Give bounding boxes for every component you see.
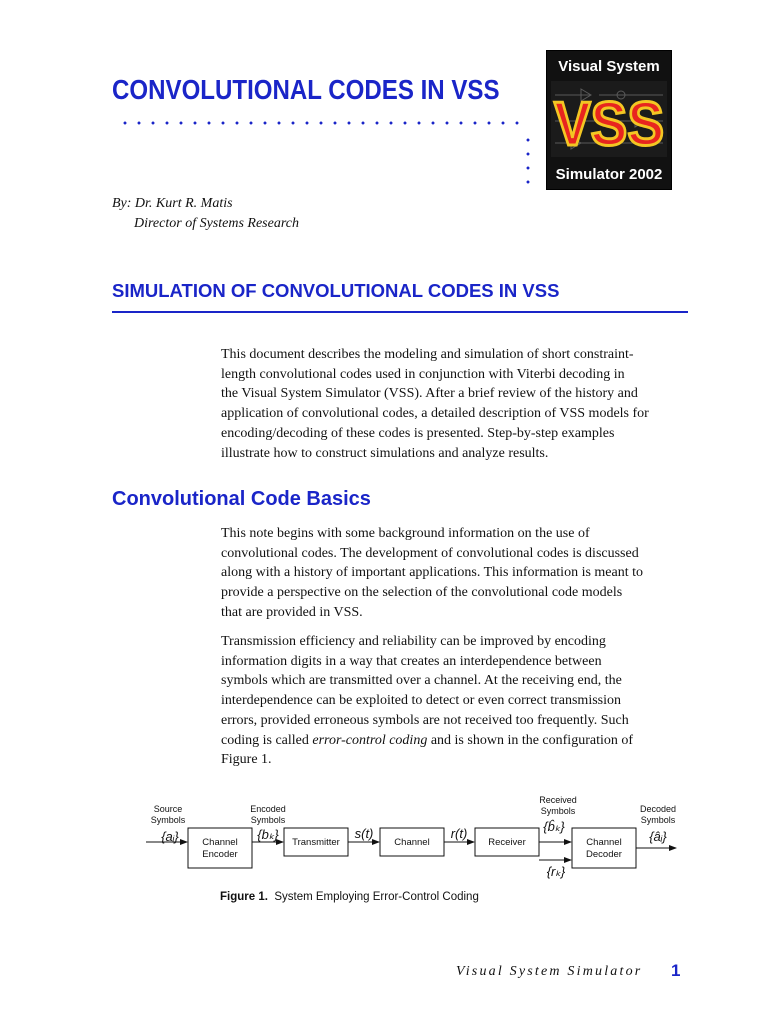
author-title: Director of Systems Research (134, 216, 299, 231)
text-line: application of convolutional codes, a detailed description of VSS models for (221, 406, 649, 422)
decoded-label: Symbols (640, 815, 676, 825)
logo-line-bottom: Simulator 2002 (555, 166, 663, 183)
signal-label: {aᵢ} (161, 829, 179, 844)
intro-paragraph (221, 345, 691, 463)
text-line: information digits in a way that creates an interdependence between (221, 653, 602, 669)
text-line: that are provided in VSS. (221, 604, 363, 620)
text-line: Figure 1. (221, 752, 272, 768)
basics-paragraph-1 (221, 524, 691, 623)
dotted-divider-vertical (526, 133, 530, 189)
block-label: Channel (394, 837, 430, 848)
signal-label: {b̂ₖ} (543, 819, 565, 834)
text-line: along with a history of important applications. This information is meant to (221, 565, 644, 581)
received-label: Symbols (540, 806, 576, 816)
text-line: illustrate how to construct simulations and analyze results. (221, 445, 549, 461)
author-name: By: Dr. Kurt R. Matis (112, 196, 233, 211)
block-label: Decoder (586, 849, 622, 860)
document-title: CONVOLUTIONAL CODES IN VSS (112, 74, 500, 105)
text-line: errors, provided erroneous symbols are not received too frequently. Such (221, 712, 629, 728)
text-line: This document describes the modeling and simulation of short constraint- (221, 347, 634, 362)
emphasized-term: error-control coding (312, 732, 428, 748)
block-label: Receiver (488, 837, 526, 848)
source-label: Source (153, 804, 183, 814)
signal-label: {rₖ} (546, 864, 566, 879)
text-line: coding is called (221, 732, 313, 748)
basics-paragraph-2 (221, 632, 691, 770)
signal-label: s(t) (354, 826, 374, 841)
block-diagram (140, 788, 700, 888)
text-line: symbols which are transmitted over a channel. At the receiving end, the (221, 673, 622, 689)
text-line: the Visual System Simulator (VSS). After a brief review of the history and (221, 386, 638, 402)
received-label: Received (539, 795, 577, 805)
signal-label: r(t) (450, 826, 468, 841)
encoded-label: Encoded (250, 804, 286, 814)
page-number: 1 (671, 961, 681, 980)
signal-label: {âᵢ} (649, 829, 667, 844)
text-line: provide a perspective on the selection of the convolutional code models (221, 585, 623, 601)
block-label: Channel (586, 837, 622, 848)
section-rule (112, 311, 688, 313)
figure-caption (220, 891, 479, 903)
decoded-label: Decoded (639, 804, 677, 814)
text-line: convolutional codes. The development of convolutional codes is discussed (221, 545, 639, 561)
signal-label: {bₖ} (257, 827, 279, 842)
caption-label: Figure 1. (220, 891, 268, 903)
block-label: Channel (202, 837, 238, 848)
vss-logo (546, 50, 672, 190)
text-line: and is shown in the configuration of (427, 732, 634, 748)
subsection-title: Convolutional Code Basics (112, 488, 371, 510)
channel-decoder-block (572, 828, 636, 868)
logo-mark: VSS (554, 90, 664, 157)
encoded-label: Symbols (250, 815, 286, 825)
footer-title: Visual System Simulator (456, 964, 643, 979)
text-line: Transmission efficiency and reliability can be improved by encoding (221, 634, 606, 649)
text-line: encoding/decoding of these codes is presented. Step-by-step examples (221, 425, 615, 441)
block-label: Encoder (202, 849, 238, 860)
caption-text: System Employing Error-Control Coding (274, 891, 479, 903)
vss-logo-art (551, 81, 667, 157)
channel-encoder-block (188, 828, 252, 868)
text-line: length convolutional codes used in conjunction with Viterbi decoding in (221, 366, 625, 382)
source-label: Symbols (150, 815, 186, 825)
logo-line-top: Visual System (558, 58, 660, 75)
text-line: This note begins with some background information on the use of (221, 526, 590, 541)
block-label: Transmitter (292, 837, 340, 848)
dotted-divider-horizontal (118, 121, 528, 125)
text-line: interdependence can be exploited to detect or even correct transmission (221, 693, 621, 709)
section-title: SIMULATION OF CONVOLUTIONAL CODES IN VSS (112, 280, 560, 301)
